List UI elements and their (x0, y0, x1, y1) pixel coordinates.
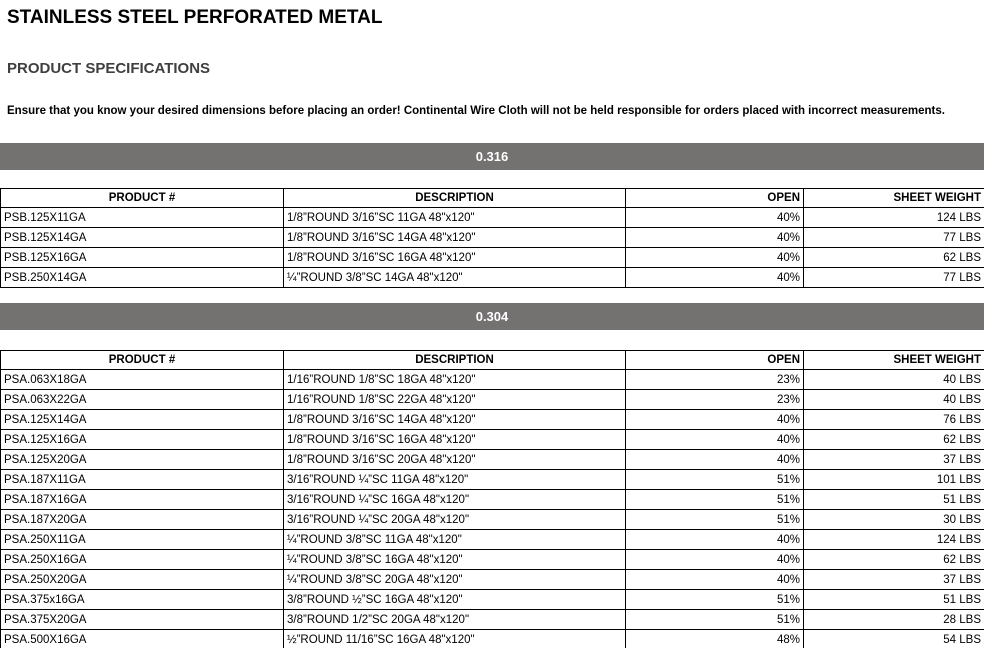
open-percent-cell: 51% (626, 610, 804, 630)
open-percent-cell: 40% (626, 410, 804, 430)
table-row (1, 450, 984, 470)
sheet-weight-cell: 76 LBS (804, 410, 984, 430)
product-number-cell: PSA.187X11GA (1, 470, 284, 490)
table-row (1, 510, 984, 530)
description-cell: ½”ROUND 11/16”SC 16GA 48"x120" (284, 630, 626, 648)
table-row (1, 228, 984, 248)
description-cell: 1/16”ROUND 1/8”SC 22GA 48"x120" (284, 390, 626, 410)
product-number-cell: PSA.375x16GA (1, 590, 284, 610)
section-band-0316: 0.316 (0, 143, 984, 170)
table-row (1, 248, 984, 268)
product-number-cell: PSA.250X20GA (1, 570, 284, 590)
table-row (1, 530, 984, 550)
measurement-warning-text: Ensure that you know your desired dimensions before placing an order! Continental Wire Cloth will not be held responsible for orders placed with incorrect measurements. (7, 105, 945, 117)
sheet-weight-cell: 101 LBS (804, 470, 984, 490)
description-cell: 1/8”ROUND 3/16”SC 20GA 48"x120" (284, 450, 626, 470)
open-percent-cell: 40% (626, 550, 804, 570)
column-header-open: OPEN (626, 351, 804, 370)
table-header-row (1, 189, 984, 208)
open-percent-cell: 40% (626, 450, 804, 470)
table-row (1, 470, 984, 490)
product-number-cell: PSA.063X22GA (1, 390, 284, 410)
table-row (1, 550, 984, 570)
sheet-weight-cell: 124 LBS (804, 208, 984, 228)
sheet-weight-cell: 124 LBS (804, 530, 984, 550)
table-row (1, 570, 984, 590)
description-cell: ¼”ROUND 3/8”SC 11GA 48"x120" (284, 530, 626, 550)
table-row (1, 590, 984, 610)
sheet-weight-cell: 62 LBS (804, 248, 984, 268)
product-number-cell: PSA.250X16GA (1, 550, 284, 570)
product-number-cell: PSA.063X18GA (1, 370, 284, 390)
sheet-weight-cell: 77 LBS (804, 268, 984, 288)
description-cell: 1/8”ROUND 3/16”SC 14GA 48"x120" (284, 410, 626, 430)
description-cell: ¼”ROUND 3/8”SC 14GA 48"x120" (284, 268, 626, 288)
description-cell: 3/8”ROUND ½”SC 16GA 48"x120" (284, 590, 626, 610)
open-percent-cell: 40% (626, 208, 804, 228)
column-header-open: OPEN (626, 189, 804, 208)
product-number-cell: PSA.250X11GA (1, 530, 284, 550)
table-row (1, 410, 984, 430)
open-percent-cell: 23% (626, 390, 804, 410)
table-row (1, 610, 984, 630)
table-row (1, 630, 984, 648)
open-percent-cell: 23% (626, 370, 804, 390)
open-percent-cell: 48% (626, 630, 804, 648)
sheet-weight-cell: 51 LBS (804, 590, 984, 610)
column-header-description: DESCRIPTION (284, 351, 626, 370)
product-number-cell: PSA.375X20GA (1, 610, 284, 630)
table-row (1, 490, 984, 510)
description-cell: 3/8”ROUND 1/2”SC 20GA 48"x120" (284, 610, 626, 630)
column-header-product: PRODUCT # (1, 189, 284, 208)
description-cell: 1/8”ROUND 3/16”SC 16GA 48"x120" (284, 248, 626, 268)
open-percent-cell: 51% (626, 590, 804, 610)
description-cell: 3/16”ROUND ¼”SC 16GA 48"x120" (284, 490, 626, 510)
description-cell: 1/8”ROUND 3/16”SC 16GA 48"x120" (284, 430, 626, 450)
sheet-weight-cell: 28 LBS (804, 610, 984, 630)
spec-table-0316 (0, 188, 984, 288)
table-row (1, 268, 984, 288)
column-header-product: PRODUCT # (1, 351, 284, 370)
table-header-row (1, 351, 984, 370)
product-number-cell: PSA.187X20GA (1, 510, 284, 530)
open-percent-cell: 40% (626, 268, 804, 288)
sheet-weight-cell: 62 LBS (804, 550, 984, 570)
spec-table-0304 (0, 350, 984, 648)
sheet-weight-cell: 62 LBS (804, 430, 984, 450)
sheet-weight-cell: 37 LBS (804, 570, 984, 590)
description-cell: ¼”ROUND 3/8”SC 16GA 48"x120" (284, 550, 626, 570)
open-percent-cell: 40% (626, 570, 804, 590)
product-number-cell: PSA.125X20GA (1, 450, 284, 470)
product-number-cell: PSB.125X14GA (1, 228, 284, 248)
open-percent-cell: 40% (626, 248, 804, 268)
column-header-description: DESCRIPTION (284, 189, 626, 208)
sheet-weight-cell: 51 LBS (804, 490, 984, 510)
sheet-weight-cell: 40 LBS (804, 370, 984, 390)
sheet-weight-cell: 40 LBS (804, 390, 984, 410)
sheet-weight-cell: 77 LBS (804, 228, 984, 248)
table-row (1, 430, 984, 450)
open-percent-cell: 40% (626, 228, 804, 248)
product-number-cell: PSB.125X16GA (1, 248, 284, 268)
description-cell: 3/16”ROUND ¼”SC 11GA 48"x120" (284, 470, 626, 490)
open-percent-cell: 51% (626, 470, 804, 490)
page-subtitle: PRODUCT SPECIFICATIONS (7, 60, 211, 77)
product-number-cell: PSA.500X16GA (1, 630, 284, 648)
description-cell: 3/16”ROUND ¼”SC 20GA 48"x120" (284, 510, 626, 530)
description-cell: 1/16”ROUND 1/8”SC 18GA 48"x120" (284, 370, 626, 390)
table-row (1, 390, 984, 410)
product-number-cell: PSB.125X11GA (1, 208, 284, 228)
sheet-weight-cell: 30 LBS (804, 510, 984, 530)
sheet-weight-cell: 54 LBS (804, 630, 984, 648)
description-cell: 1/8”ROUND 3/16”SC 11GA 48"x120" (284, 208, 626, 228)
column-header-sheet-weight: SHEET WEIGHT (804, 189, 984, 208)
product-number-cell: PSA.125X16GA (1, 430, 284, 450)
section-band-0304: 0.304 (0, 303, 984, 330)
product-number-cell: PSB.250X14GA (1, 268, 284, 288)
open-percent-cell: 40% (626, 430, 804, 450)
open-percent-cell: 51% (626, 510, 804, 530)
description-cell: ¼”ROUND 3/8”SC 20GA 48"x120" (284, 570, 626, 590)
page-title: STAINLESS STEEL PERFORATED METAL (7, 7, 383, 28)
table-row (1, 370, 984, 390)
open-percent-cell: 40% (626, 530, 804, 550)
column-header-sheet-weight: SHEET WEIGHT (804, 351, 984, 370)
sheet-weight-cell: 37 LBS (804, 450, 984, 470)
table-row (1, 208, 984, 228)
open-percent-cell: 51% (626, 490, 804, 510)
description-cell: 1/8”ROUND 3/16”SC 14GA 48"x120" (284, 228, 626, 248)
product-number-cell: PSA.125X14GA (1, 410, 284, 430)
product-number-cell: PSA.187X16GA (1, 490, 284, 510)
